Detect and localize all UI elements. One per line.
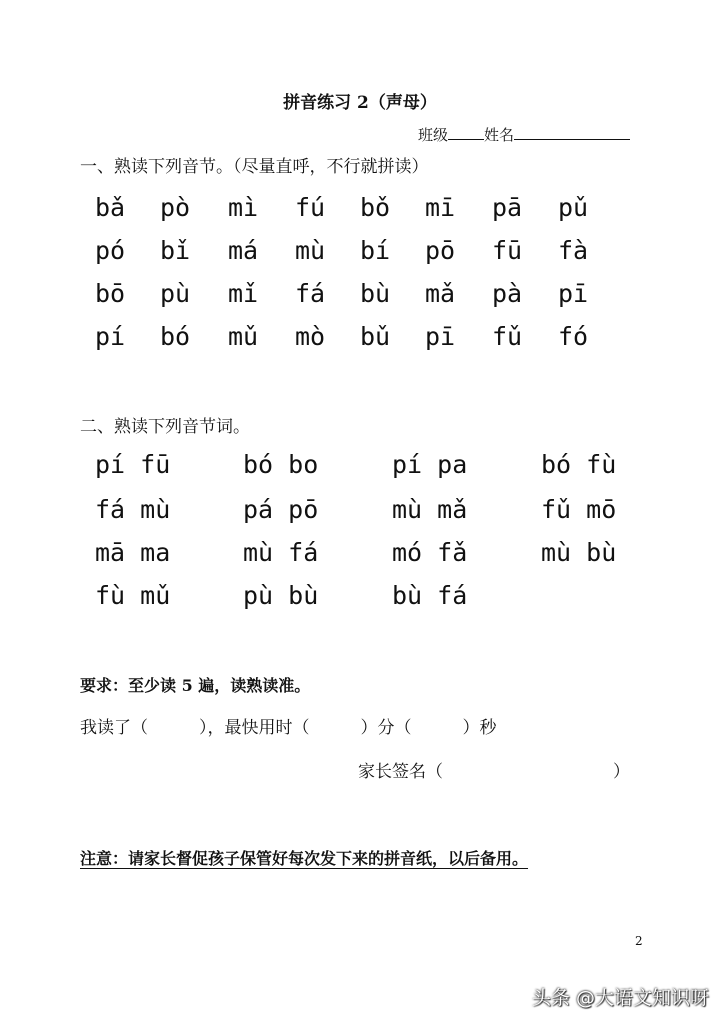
syllable: bí [360,236,391,265]
syllable: pǔ [558,193,589,222]
syllable: mù [295,236,326,265]
syllable: mì [228,193,259,222]
syllable: bǎ [95,193,126,222]
syllable: bō [95,279,126,308]
syllable: pù [160,279,191,308]
syllable-word: mā ma [95,538,171,567]
syllable-word: mù mǎ [392,495,468,524]
syllable: mǔ [228,322,259,351]
syllable: bó [160,322,191,351]
syllable: pī [558,279,589,308]
name-label: 姓名 [484,126,515,144]
class-blank[interactable] [448,125,484,140]
syllable-word: bó fù [541,450,617,479]
syllable: pō [425,236,456,265]
page-number: 2 [635,934,643,948]
syllable-word: pí pa [392,450,468,479]
syllable: pà [492,279,523,308]
parent-signature: 家长签名（ ） [358,762,630,782]
class-name-fields [418,124,630,145]
syllable: bù [360,279,391,308]
syllable: mò [295,322,326,351]
syllable: mī [425,193,456,222]
syllable: pò [160,193,191,222]
syllable-word: fù mǔ [95,581,171,610]
watermark: 头条 @大语文知识呀 [532,987,710,1009]
syllable-word: fǔ mō [541,495,617,524]
syllable-word: pá pō [243,495,319,524]
syllable: fà [558,236,589,265]
syllable: pó [95,236,126,265]
syllable: fó [558,322,589,351]
syllable: bǔ [360,322,391,351]
note-text: 注意：请家长督促孩子保管好每次发下来的拼音纸，以后备用。 [80,849,529,868]
class-label: 班级 [418,126,449,144]
syllable: fū [492,236,523,265]
syllable-word: bó bo [243,450,319,479]
syllable: fá [295,279,326,308]
syllable: pī [425,322,456,351]
syllable-word: fá mù [95,495,171,524]
syllable-word: mù bù [541,538,617,567]
syllable-word: mù fá [243,538,319,567]
syllable: bǐ [160,236,191,265]
syllable-word: mó fǎ [392,538,468,567]
section2-heading: 二、熟读下列音节词。 [80,417,250,437]
page-title: 拼音练习 2（声母） [283,93,437,113]
syllable: bǒ [360,193,391,222]
syllable: pā [492,193,523,222]
syllable: mǐ [228,279,259,308]
syllable-word: pù bù [243,581,319,610]
syllable-word: bù fá [392,581,468,610]
section1-heading: 一、熟读下列音节。（尽量直呼，不行就拼读） [80,157,429,177]
syllable-word: pí fū [95,450,171,479]
syllable: pí [95,322,126,351]
requirement-text: 要求：至少读 5 遍，读熟读准。 [80,676,311,695]
syllable: fǔ [492,322,523,351]
syllable: mǎ [425,279,456,308]
name-blank[interactable] [514,125,630,140]
reading-record: 我读了（ ），最快用时（ ）分（ ）秒 [80,718,497,738]
syllable: fú [295,193,326,222]
syllable: má [228,236,259,265]
